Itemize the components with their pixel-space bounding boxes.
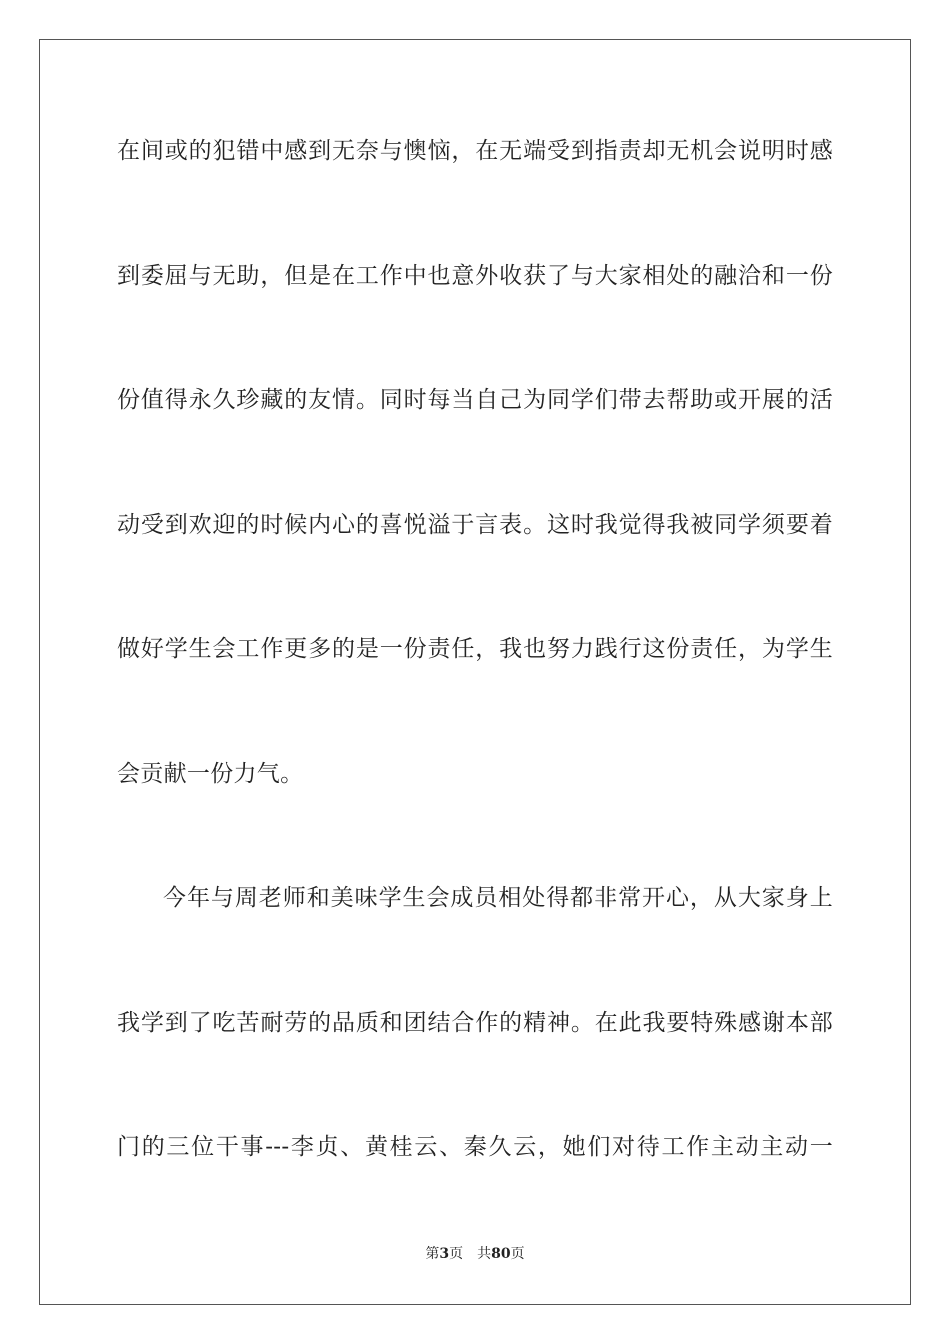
body-line-7: 今年与周老师和美味学生会成员相处得都非常开心，从大家身上	[163, 885, 833, 911]
body-line-4: 动受到欢迎的时候内心的喜悦溢于言表。这时我觉得我被同学须要着	[117, 512, 833, 538]
total-suffix: 页	[510, 1246, 525, 1262]
page-prefix: 第	[425, 1246, 440, 1262]
body-line-1: 在间或的犯错中感到无奈与懊恼，在无端受到指责却无机会说明时感	[117, 138, 833, 164]
body-line-3: 份值得永久珍藏的友情。同时每当自己为同学们带去帮助或开展的活	[117, 387, 833, 413]
body-line-6: 会贡献一份力气。	[117, 761, 304, 787]
page-suffix: 页	[449, 1246, 464, 1262]
page-number: 3	[439, 1246, 450, 1262]
body-line-9: 门的三位干事---李贞、黄桂云、秦久云，她们对待工作主动主动一	[117, 1134, 833, 1160]
page-footer	[0, 1245, 950, 1263]
body-line-5: 做好学生会工作更多的是一份责任，我也努力践行这份责任，为学生	[117, 636, 833, 662]
body-line-2: 到委屈与无助，但是在工作中也意外收获了与大家相处的融洽和一份	[117, 263, 833, 289]
total-pages: 80	[491, 1246, 511, 1262]
page-border	[39, 39, 911, 1305]
total-prefix: 共	[477, 1246, 492, 1262]
body-line-8: 我学到了吃苦耐劳的品质和团结合作的精神。在此我要特殊感谢本部	[117, 1010, 833, 1036]
